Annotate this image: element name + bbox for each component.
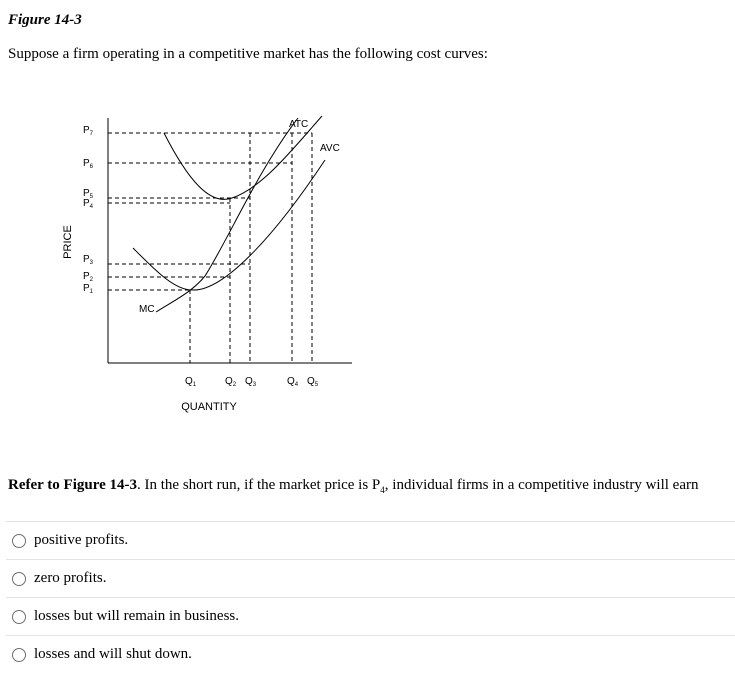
- answer-options: [6, 521, 735, 673]
- atc-label: ATC: [289, 119, 309, 130]
- q3-label: $Q_3$: [245, 376, 257, 388]
- radio-button[interactable]: [12, 648, 26, 662]
- p6-label: $P_6$: [83, 158, 94, 170]
- p7-label: $P_7$: [83, 125, 94, 137]
- option-label: positive profits.: [34, 532, 129, 548]
- avc-label: AVC: [320, 143, 340, 154]
- option-positive-profits[interactable]: [6, 521, 735, 559]
- option-losses-remain[interactable]: [6, 597, 735, 635]
- q1-label: $Q_1$: [185, 376, 197, 388]
- p4-label: $P_4$: [83, 198, 94, 210]
- q2-label: $Q_2$: [225, 376, 237, 388]
- p5-label: $P_5$: [83, 188, 94, 200]
- q5-label: $Q_5$: [307, 376, 319, 388]
- option-label: zero profits.: [34, 570, 107, 586]
- radio-button[interactable]: [12, 572, 26, 586]
- figure-reference: Refer to Figure 14-3: [8, 477, 137, 493]
- quantity-axis-label: QUANTITY: [181, 401, 237, 413]
- q4-label: $Q_4$: [287, 376, 299, 388]
- option-label: losses but will remain in business.: [34, 608, 239, 624]
- p2-label: $P_2$: [83, 271, 94, 283]
- mc-curve: [156, 118, 298, 312]
- price-axis-label: PRICE: [62, 225, 74, 259]
- radio-button[interactable]: [12, 534, 26, 548]
- option-label: losses and will shut down.: [34, 646, 192, 662]
- p1-label: $P_1$: [83, 283, 94, 295]
- radio-button[interactable]: [12, 610, 26, 624]
- option-losses-shut-down[interactable]: [6, 635, 735, 673]
- figure-title: Figure 14-3: [8, 12, 82, 28]
- option-zero-profits[interactable]: [6, 559, 735, 597]
- question-text: Refer to Figure 14-3. In the short run, if the market price is $P_4$, individual firms in a competitive industry will earn: [8, 477, 699, 495]
- p3-label: $P_3$: [83, 254, 94, 266]
- mc-label: MC: [139, 304, 155, 315]
- intro-text: Suppose a firm operating in a competitive market has the following cost curves:: [8, 46, 488, 62]
- avc-curve: [133, 160, 325, 290]
